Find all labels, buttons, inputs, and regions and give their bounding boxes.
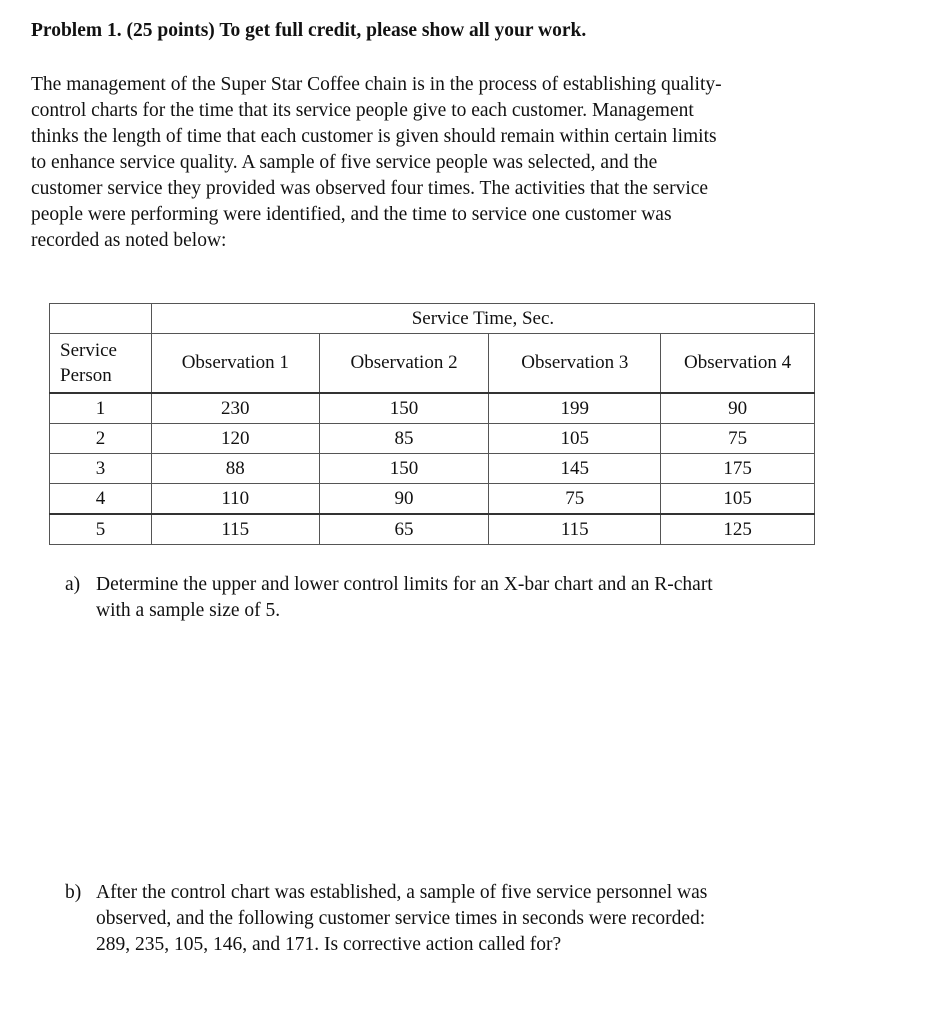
table-row <box>50 484 815 515</box>
service-person-header-line: Person <box>60 365 112 386</box>
table-row <box>50 393 815 424</box>
table-cell: 150 <box>319 454 489 484</box>
intro-line: people were performing were identified, and the time to service one customer was <box>31 204 672 225</box>
intro-line: control charts for the time that its service people give to each customer. Management <box>31 100 694 121</box>
table-cell: 90 <box>319 484 489 515</box>
table-cell: 5 <box>50 514 152 545</box>
question-a <box>65 572 713 624</box>
question-b <box>65 880 707 958</box>
table-cell: 199 <box>489 393 661 424</box>
table-cell: 2 <box>50 424 152 454</box>
table-cell: 125 <box>661 514 815 545</box>
table-cell: 4 <box>50 484 152 515</box>
service-person-header-line: Service <box>60 340 117 361</box>
column-header-observation-1: Observation 1 <box>151 334 319 394</box>
column-header-observation-3: Observation 3 <box>489 334 661 394</box>
table-cell: 75 <box>489 484 661 515</box>
table-cell: 115 <box>489 514 661 545</box>
table-cell: 75 <box>661 424 815 454</box>
question-b-text <box>96 880 707 958</box>
table-cell: 230 <box>151 393 319 424</box>
table-corner-cell <box>50 304 152 334</box>
table-cell: 88 <box>151 454 319 484</box>
table-cell: 110 <box>151 484 319 515</box>
table-cell: 3 <box>50 454 152 484</box>
question-a-text <box>96 572 713 624</box>
table-row <box>50 514 815 545</box>
table-cell: 1 <box>50 393 152 424</box>
table-cell: 150 <box>319 393 489 424</box>
service-time-group-header: Service Time, Sec. <box>151 304 814 334</box>
table-cell: 85 <box>319 424 489 454</box>
question-a-line: with a sample size of 5. <box>96 600 281 621</box>
table-cell: 105 <box>661 484 815 515</box>
intro-paragraph <box>31 72 722 254</box>
problem-heading: Problem 1. (25 points) To get full credit, please show all your work. <box>31 20 587 41</box>
service-time-table <box>49 303 815 545</box>
column-header-observation-4: Observation 4 <box>661 334 815 394</box>
intro-line: thinks the length of time that each customer is given should remain within certain limits <box>31 126 717 147</box>
table-row <box>50 454 815 484</box>
table-row <box>50 424 815 454</box>
question-b-label: b) <box>65 882 82 903</box>
table-cell: 145 <box>489 454 661 484</box>
table-cell: 175 <box>661 454 815 484</box>
intro-line: to enhance service quality. A sample of five service people was selected, and the <box>31 152 658 173</box>
table-cell: 90 <box>661 393 815 424</box>
question-b-line: observed, and the following customer service times in seconds were recorded: <box>96 908 706 929</box>
service-person-header <box>50 334 152 394</box>
question-a-label: a) <box>65 574 81 595</box>
table-cell: 115 <box>151 514 319 545</box>
question-a-line: Determine the upper and lower control limits for an X-bar chart and an R-chart <box>96 574 713 595</box>
intro-line: recorded as noted below: <box>31 230 227 251</box>
question-b-line: 289, 235, 105, 146, and 171. Is corrective action called for? <box>96 934 562 955</box>
table-cell: 105 <box>489 424 661 454</box>
intro-line: customer service they provided was observed four times. The activities that the service <box>31 178 709 199</box>
intro-line: The management of the Super Star Coffee chain is in the process of establishing quality- <box>31 74 722 95</box>
column-header-observation-2: Observation 2 <box>319 334 489 394</box>
table-cell: 65 <box>319 514 489 545</box>
table-cell: 120 <box>151 424 319 454</box>
question-b-line: After the control chart was established, a sample of five service personnel was <box>96 882 708 903</box>
